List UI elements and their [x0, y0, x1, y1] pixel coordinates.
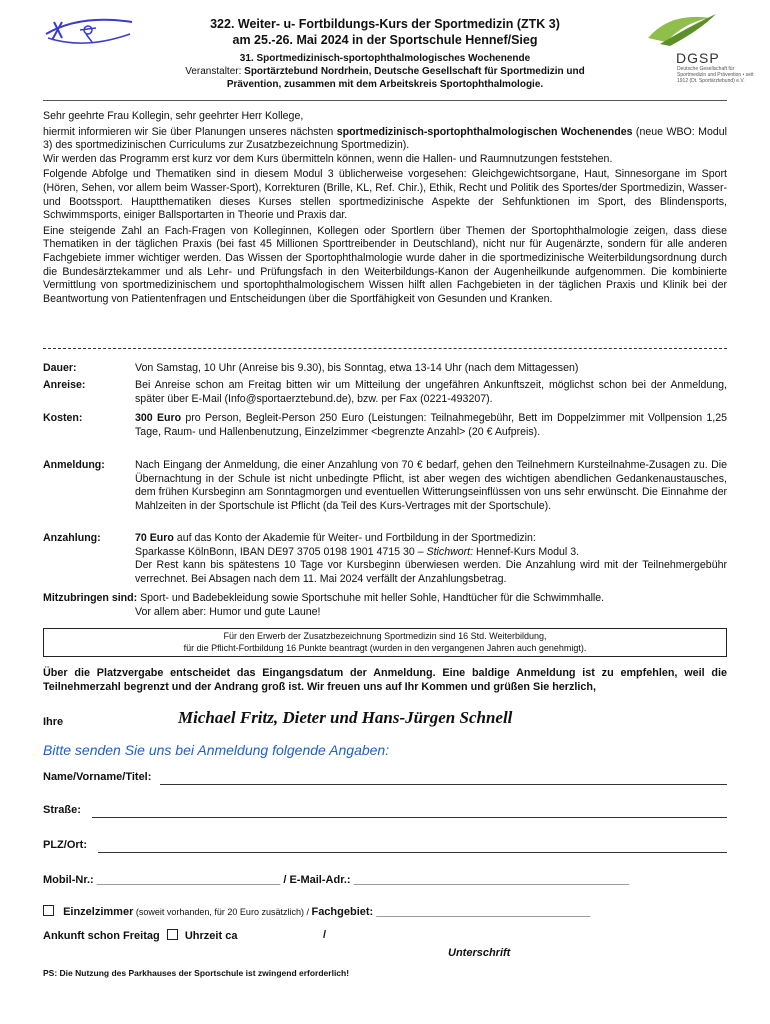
anmeldung-label: Anmeldung:: [43, 459, 105, 471]
dauer-value: Von Samstag, 10 Uhr (Anreise bis 9.30), bis Sonntag, etwa 13-14 Uhr (nach dem Mittagessen): [135, 362, 579, 374]
p1-d: Wir werden das Programm erst kurz vor dem Kurs übermitteln können, wenn die Hallen- und Raumnutzungen feststehen.: [43, 152, 613, 165]
cme-note-line-2: für die Pflicht-Fortbildung 16 Punkte beantragt (wurden in den vergangenen Jahren auch genehmigt).: [183, 643, 587, 653]
anreise-label: Anreise:: [43, 379, 86, 391]
dauer-label: Dauer:: [43, 362, 77, 374]
mitzubringen-label: Mitzubringen sind:: [43, 592, 138, 604]
dashed-divider: [43, 348, 727, 351]
page-title: [150, 16, 620, 48]
kosten-label: Kosten:: [43, 412, 83, 424]
mitzubringen: [43, 592, 727, 606]
kosten-amount: 300 Euro: [135, 412, 182, 424]
intro-paragraph-2: Folgende Abfolge und Thematiken sind in diesem Modul 3 üblicherweise vorgesehen: Gleichgewichtsorgane, Haut, Sinnesorgane im Sport (Hören, Sehen, vor allem beim Wasser-Sport), Korrekturen (Brille, KL, Ref. Chir.), Ethik, Recht und Politik des Sportes/der Sportmedizin, Wasser- und Bootssport. Hauptthematiken dieses Kurses stellen sportmedizinische Aspekte der Sehfunktionen im Sport, des Blindensports, Schwimmsports, einiger Ballsportarten in Theorie und Praxis dar.: [43, 168, 727, 222]
anreise-value: Bei Anreise schon am Freitag bitten wir um Mitteilung der ungefähren Ankunftszeit, möglichst schon bei der Anmeldung, später über E-Mail (Info@sportaerztebund.de), bzw. per Fax (0221-493207).: [135, 379, 727, 405]
anzahlung-label: Anzahlung:: [43, 532, 101, 544]
kosten-details: pro Person, Begleit-Person 250 Euro (Leistungen: Teilnahmegebühr, Bett im Doppelzimmer mit Vollpension 1,25 Tage, Raum- und Hallenbenutzung, Einzelzimmer <begrenzte Anzahl> (20 € Aufpreis).: [135, 412, 727, 438]
name-field[interactable]: [160, 784, 727, 785]
anzahlung-line-2: [135, 546, 727, 560]
plz-label: PLZ/Ort:: [43, 839, 87, 851]
ankunft-checkbox[interactable]: [167, 929, 178, 940]
header-subtitle: [115, 52, 655, 91]
cme-note-line-1: Für den Erwerb der Zusatzbezeichnung Sportmedizin sind 16 Std. Weiterbildung,: [223, 631, 547, 641]
header-divider: [43, 100, 727, 101]
cme-note-box: [43, 628, 727, 657]
title-line-1: 322. Weiter- u- Fortbildungs-Kurs der Sportmedizin (ZTK 3): [210, 17, 560, 31]
dgsp-logo-text: DGSP: [676, 50, 720, 66]
name-label: Name/Vorname/Titel:: [43, 771, 152, 783]
anzahlung-value: [135, 532, 727, 586]
einzelzimmer-row: [43, 905, 590, 918]
fachgebiet-label[interactable]: Fachgebiet: ___________________________________: [311, 906, 591, 918]
organizer-line: [115, 65, 655, 78]
subtitle-line-3: Prävention, zusammen mit dem Arbeitskreis Sportophthalmologie.: [226, 79, 544, 90]
organizer-prefix: Veranstalter:: [185, 66, 245, 77]
uhrzeit-label: Uhrzeit ca: [184, 930, 238, 942]
info-block: [43, 362, 727, 622]
mitzubringen-humor: Vor allem aber: Humor und gute Laune!: [135, 606, 321, 618]
ankunft-label: Ankunft schon Freitag: [43, 930, 160, 942]
einzelzimmer-label: Einzelzimmer: [63, 906, 134, 918]
intro-text: [43, 110, 727, 308]
p1-a: hiermit informieren wir Sie über Planungen unseres nächsten: [43, 125, 337, 138]
anzahlung-bank: Sparkasse KölnBonn, IBAN DE97 3705 0198 1901 4715 30 –: [135, 545, 427, 558]
subtitle-line-1: 31. Sportmedizinisch-sportophthalmologisches Wochenende: [239, 53, 531, 64]
organizer-names: Sportärztebund Nordrhein, Deutsche Gesellschaft für Sportmedizin und: [244, 66, 585, 77]
unterschrift-label: Unterschrift: [448, 947, 511, 959]
ps-note: PS: Die Nutzung des Parkhauses der Sportschule ist zwingend erforderlich!: [43, 968, 350, 978]
einzelzimmer-checkbox[interactable]: [43, 905, 54, 916]
strasse-label: Straße:: [43, 804, 81, 816]
anzahlung-amount: 70 Euro: [135, 532, 174, 544]
anmeldung-value: Nach Eingang der Anmeldung, die einer Anzahlung von 70 € bedarf, gehen den Teilnehmern Kursteilnahme-Zusagen zu. Die Übernachtung in der Schule ist nicht unbedingte Pflicht, ist aber wegen des wichtigen abendlichen Gedankenaustausches, dem frühen Kursbeginn am Sonntagmorgen und eventuellen Witterungseinflüssen von uns sehr erwünscht. Die Einnahme der Mahlzeiten in der Sportschule ist Pflicht (da Teil des Kurs-Vertrages mit der Sportschule).: [135, 459, 727, 512]
title-line-2: am 25.-26. Mai 2024 in der Sportschule Hennef/Sieg: [232, 33, 538, 47]
salutation: Sehr geehrte Frau Kollegin, sehr geehrter Herr Kollege,: [43, 110, 304, 122]
anzahlung-keyword-label: Stichwort:: [426, 545, 474, 558]
intro-paragraph-1: [43, 126, 727, 167]
intro-paragraph-3: Eine steigende Zahl an Fach-Fragen von Kolleginnen, Kollegen oder Sportlern über Themen der Sportophthalmologie zeigen, dass diese Thematiken in der täglichen Praxis (bei fast 45 Millionen Sporttreibender in Deutschland), nicht nur für Augenärzte, sondern für alle anderen Fachgebiete immer wichtiger werden. Das Wissen der Sportophthalmologie wurde daher in die sportmedizinische Weiterbildungsordnung durch die Bundesärztekammer und als Lehr- und Prüfungsfach in den Weiterbildungs-Kanon der Augenheilkunde aufgenommen. Die kombinierte Vermittlung von sportmedizinischem und sportophthalmologischem Wissen hilft allen Fachgebieten in der täglichen Praxis und Klinik bei der Beantwortung von Patientenfragen und Entscheidungen über die Sportfähigkeit von Gesunden und Kranken.: [43, 224, 727, 305]
p1-b: sportmedizinisch-sportophthalmologischen Wochenendes: [336, 125, 633, 138]
dgsp-logo-subtitle: Deutsche Gesellschaft für Sportmedizin und Prävention • seit 1912 (Dt. Sportärztebund) e.V.: [677, 66, 754, 84]
einzelzimmer-note: (soweit vorhanden, für 20 Euro zusätzlich) /: [133, 907, 312, 917]
p1-c: (neue WBO: Modul 3) des sportmedizinischen Curriculums zur Zusatzbezeichnung Sportmedizin).: [43, 125, 728, 152]
sportaerztebund-logo: [40, 12, 140, 57]
strasse-field[interactable]: [92, 817, 727, 818]
anzahlung-line-1: [135, 532, 727, 546]
plz-field[interactable]: [98, 852, 727, 853]
anzahlung-keyword: Hennef-Kurs Modul 3.: [473, 545, 580, 558]
ihre-label: Ihre: [43, 716, 64, 728]
ankunft-row: [43, 929, 237, 942]
form-heading: Bitte senden Sie uns bei Anmeldung folgende Angaben:: [43, 742, 390, 758]
closing-text: Über die Platzvergabe entscheidet das Eingangsdatum der Anmeldung. Eine baldige Anmeldung ist zu empfehlen, weil die Teilnehmerzahl begrenzt und der Andrang groß ist. Wir freuen uns auf Ihr Kommen und grüßen Sie herzlich,: [43, 667, 727, 693]
anzahlung-account: auf das Konto der Akademie für Weiter- und Fortbildung in der Sportmedizin:: [173, 532, 536, 544]
mitzubringen-value: Sport- und Badebekleidung sowie Sportschuhe mit heller Sohle, Handtücher für die Schwimmhalle.: [137, 592, 605, 604]
anzahlung-line-3: Der Rest kann bis spätestens 10 Tage vor Kursbeginn überwiesen werden. Die Anzahlung wird mit der Teilnehmergebühr verrechnet. Bei Absagen nach dem 11. Mai 2024 verfällt der Anzahlungsbetrag.: [135, 559, 727, 585]
uhrzeit-slash: /: [323, 929, 327, 941]
mobil-email-label[interactable]: Mobil-Nr.: ______________________________ / E-Mail-Adr.: _____________________________________________: [43, 874, 629, 886]
signature-names: Michael Fritz, Dieter und Hans-Jürgen Schnell: [178, 708, 513, 727]
kosten-value: [135, 412, 727, 439]
